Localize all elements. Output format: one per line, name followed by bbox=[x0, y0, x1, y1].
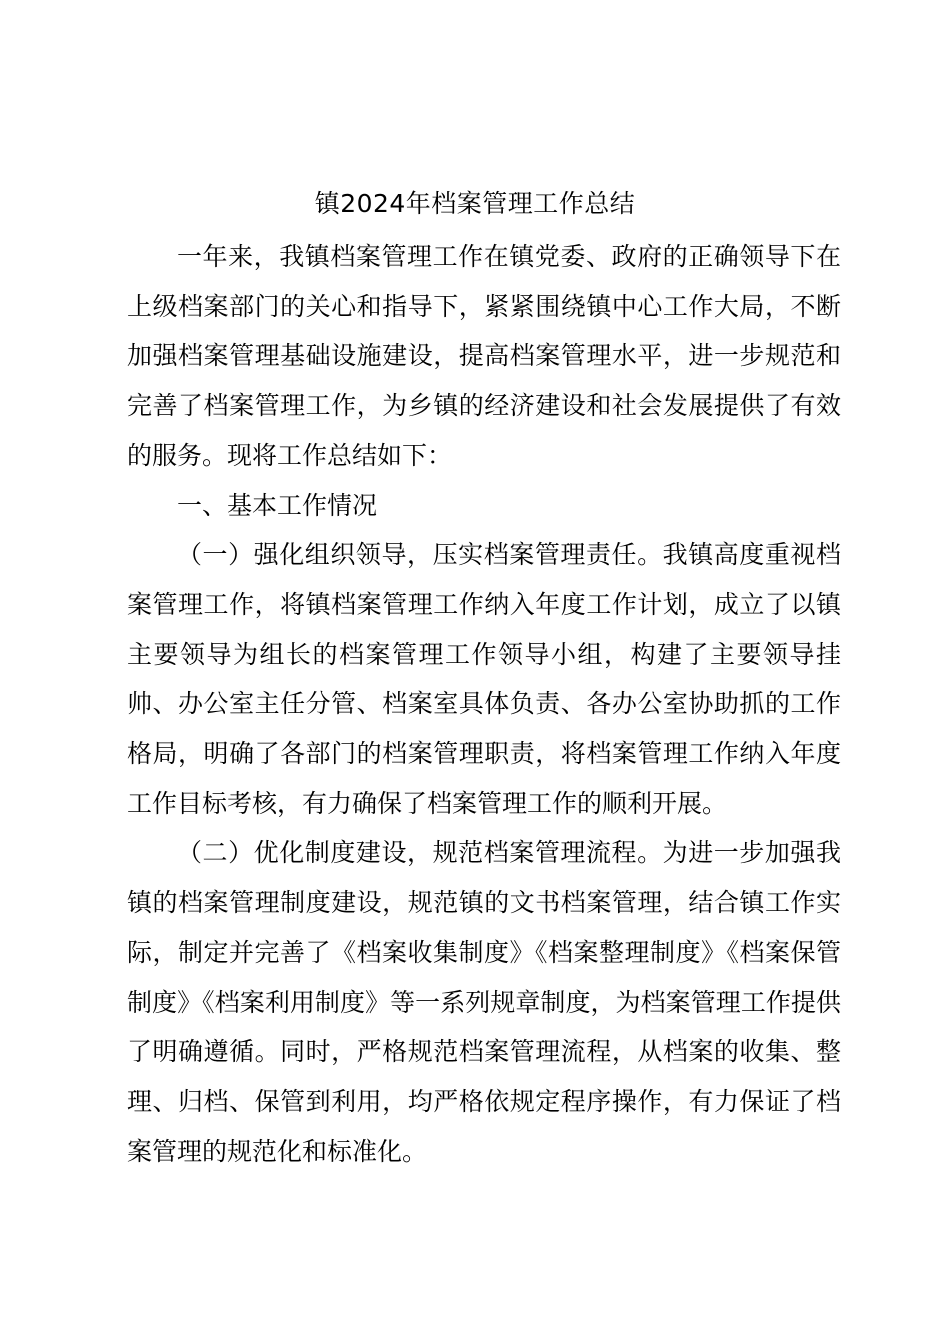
section-heading: 一、基本工作情况 bbox=[177, 490, 378, 520]
paragraph-organization: （一）强化组织领导，压实档案管理责任。我镇高度重视档案管理工作，将镇档案管理工作纳入年度工作计划，成立了以镇主要领导为组长的档案管理工作领导小组，构建了主要领导挂帅、办公室主任分管、档案室具体负责、各办公室协助抓的工作格局，明确了各部门的档案管理职责，将档案管理工作纳入年度工作目标考核，有力确保了档案管理工作的顺利开展。 bbox=[127, 540, 841, 818]
document-title: 镇2024年档案管理工作总结 bbox=[314, 189, 636, 218]
paragraph-system: （二）优化制度建设，规范档案管理流程。为进一步加强我镇的档案管理制度建设，规范镇的文书档案管理，结合镇工作实际，制定并完善了《档案收集制度》《档案整理制度》《档案保管制度》《档案利用制度》等一系列规章制度，为档案管理工作提供了明确遵循。同时，严格规范档案管理流程，从档案的收集、整理、归档、保管到利用，均严格依规定程序操作，有力保证了档案管理的规范化和标准化。 bbox=[127, 838, 841, 1166]
intro-paragraph: 一年来，我镇档案管理工作在镇党委、政府的正确领导下在上级档案部门的关心和指导下，紧紧围绕镇中心工作大局，不断加强档案管理基础设施建设，提高档案管理水平，进一步规范和完善了档案管理工作，为乡镇的经济建设和社会发展提供了有效的服务。现将工作总结如下： bbox=[127, 242, 841, 470]
document-body bbox=[127, 232, 841, 1176]
